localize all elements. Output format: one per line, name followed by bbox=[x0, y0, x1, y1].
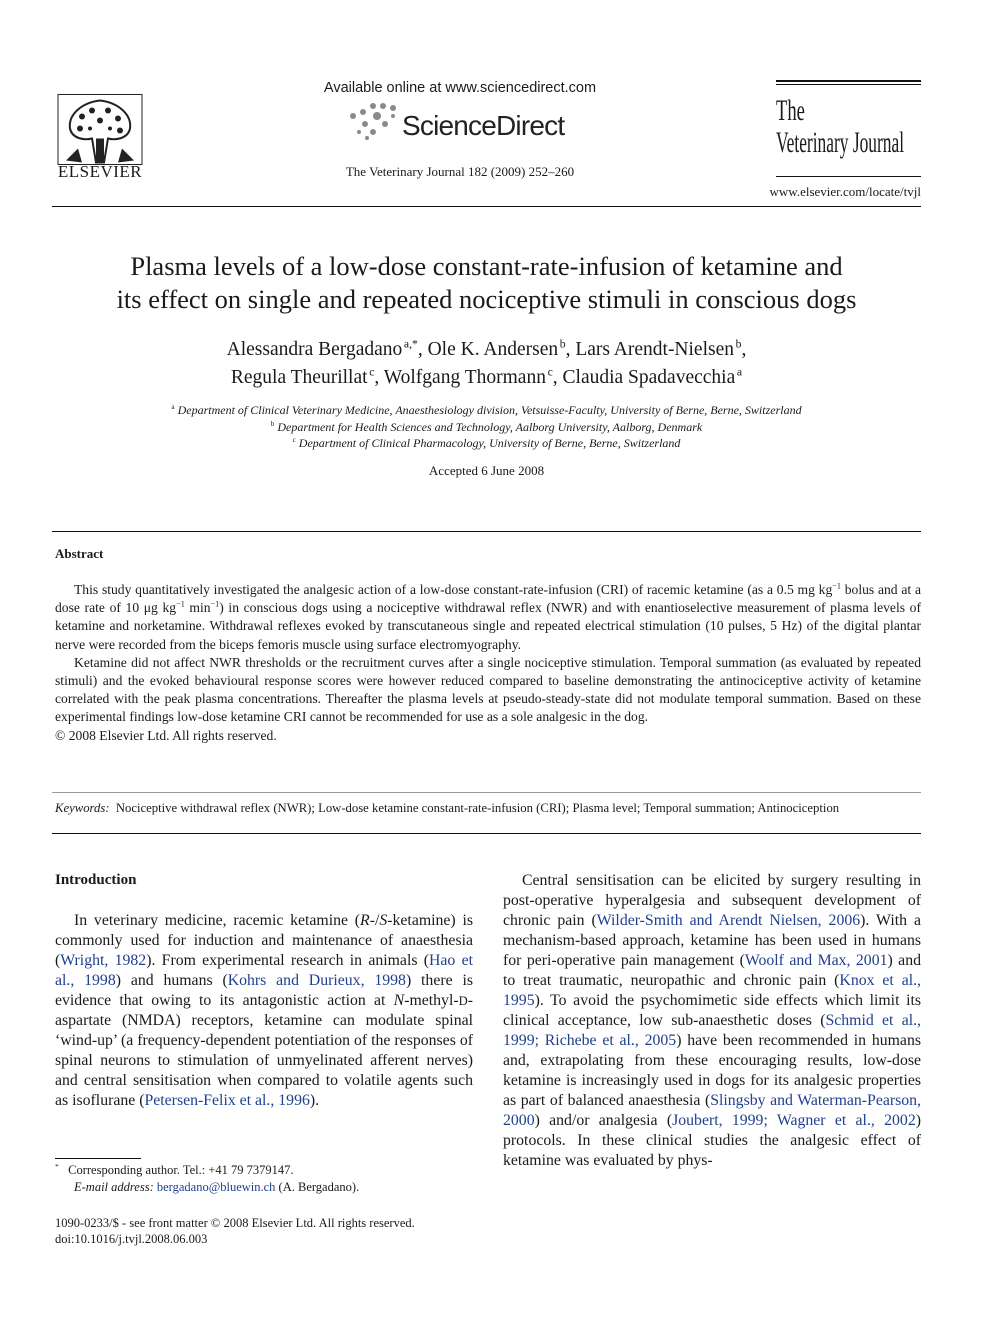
body-paragraph: In veterinary medicine, racemic ketamine (R-/S-ketamine) is commonly used for induction and maintenance of anaesthesia (Wright, 1982). From experimental research in animals (Hao et al., 1998) and humans (Kohrs and Durieux, 1998) there is evidence that owing to its antagonistic action at N-methyl-D-aspartate (NMDA) receptors, ketamine can modulate spinal ‘wind-up’ (a frequency-dependent potentiation of the responses of spinal neurons to stimulation of unmyelinated afferent nerves) and central sensitisation when compared to volatile agents such as isoflurane (Petersen-Felix et al., 1996). bbox=[55, 912, 474, 1109]
citation-link[interactable]: Slingsby and Waterman-Pearson, 2000 bbox=[503, 1092, 921, 1129]
copyright-notice: © 2008 Elsevier Ltd. All rights reserved. bbox=[55, 727, 277, 743]
journal-logo-name: Veterinary Journal bbox=[776, 126, 905, 159]
author-name: Ole K. Andersen bbox=[427, 339, 559, 360]
citation-link[interactable]: Woolf and Max, 2001 bbox=[744, 952, 888, 969]
author-name: Alessandra Bergadano bbox=[226, 339, 403, 360]
citation-link[interactable]: Wright, 1982 bbox=[60, 952, 147, 969]
author-affiliation-mark[interactable]: a,* bbox=[403, 337, 418, 351]
footnote-mark: * bbox=[55, 1161, 59, 1171]
author-affiliation-mark[interactable]: c bbox=[369, 365, 375, 379]
affiliation: $^b$ Department for Health Sciences and Technology, Aalborg University, Aalborg, Denmark bbox=[270, 419, 703, 434]
header-divider bbox=[52, 206, 921, 207]
body-paragraph: Central sensitisation can be elicited by surgery resulting in post-operative hyperalgesia and subsequent development of chronic pain (Wilder-Smith and Arendt Nielsen, 2006). With a mechanism-based approach, ketamine has been used in humans for peri-operative pain management (Woolf and Max, 2001) and to treat traumatic, neuropathic and chronic pain (Knox et al., 1995). To avoid the psychomimetic side effects which limit its clinical acceptance, low sub-anaesthetic doses (Schmid et al., 1999; Richebe et al., 2005) have been recommended in humans and, extrapolating from these encouraging results, low-dose ketamine is increasingly used in dogs for its analgesic properties as part of balanced anaesthesia (Slingsby and Waterman-Pearson, 2000) and/or analgesia (Joubert, 1999; Wagner et al., 2002) protocols. In these clinical studies the analgesic effect of ketamine was evaluated by phys- bbox=[503, 872, 921, 1169]
keywords-list: Nociceptive withdrawal reflex (NWR); Low-dose ketamine constant-rate-infusion (CRI); Plasma level; Temporal summation; Antinociception bbox=[115, 801, 840, 815]
footnote-divider bbox=[55, 1158, 141, 1159]
article-title bbox=[52, 250, 921, 316]
title-line: its effect on single and repeated nociceptive stimuli in conscious dogs bbox=[116, 284, 857, 314]
author-affiliation-mark[interactable]: a bbox=[736, 365, 743, 379]
author-list: Alessandra Bergadano $^{a,*}$, Ole K. Andersen $^b$, Lars Arendt-Nielsen $^b$, Regula Theurillat $^c$, Wolfgang Thormann $^c$, Claudia Spadavecchia $^a$ bbox=[226, 337, 747, 388]
affiliation: $^c$ Department of Clinical Pharmacology, University of Berne, Berne, Switzerland bbox=[292, 436, 681, 450]
affiliation: $^a$ Department of Clinical Veterinary Medicine, Anaesthesiology division, Vetsuisse-Faculty, University of Berne, Berne, Switzerland bbox=[171, 403, 802, 417]
accepted-date: Accepted 6 June 2008 bbox=[428, 463, 545, 478]
abstract-divider-top bbox=[52, 531, 921, 532]
introduction-heading: Introduction bbox=[55, 872, 137, 888]
abstract-heading: Abstract bbox=[55, 546, 104, 561]
email-link[interactable]: bergadano@bluewin.ch bbox=[156, 1180, 276, 1194]
journal-logo-rule bbox=[776, 80, 921, 82]
journal-url-link[interactable]: www.elsevier.com/locate/tvjl bbox=[769, 184, 921, 199]
keywords bbox=[55, 801, 921, 816]
abstract-body bbox=[55, 581, 921, 745]
citation-link[interactable]: Schmid et al., 1999; Richebe et al., 2005 bbox=[503, 1012, 921, 1049]
author-affiliation-mark[interactable]: b bbox=[559, 337, 566, 351]
author-name: Wolfgang Thormann bbox=[383, 367, 546, 388]
abstract-paragraph: This study quantitatively investigated the analgesic action of a low-dose constant-rate-infusion (CRI) of racemic ketamine (as a 0.5 mg $kg^{-1}$ bolus and at a dose rate of 10 μg $kg^{-1}$ $\min^{-1}$) in conscious dogs using a nociceptive withdrawal reflex (NWR) and with enantioselective measurement of plasma levels of ketamine and norketamine. Withdrawal reflexes evoked by transcutaneous single and repeated electrical stimulation (10 pulses, 5 Hz) of the digital plantar nerve were recorded from the biceps femoris muscle using surface electromyography. bbox=[55, 581, 921, 652]
sciencedirect-wordmark: ScienceDirect bbox=[402, 110, 565, 141]
body-column-left bbox=[55, 911, 473, 1111]
journal-citation: The Veterinary Journal 182 (2009) 252–260 bbox=[345, 164, 575, 179]
journal-logo-the: The bbox=[776, 94, 805, 127]
title-line: Plasma levels of a low-dose constant-rate-infusion of ketamine and bbox=[130, 251, 843, 281]
body-column-right bbox=[503, 871, 921, 1171]
author-affiliation-mark[interactable]: b bbox=[735, 337, 742, 351]
available-online-text: Available online at www.sciencedirect.com bbox=[323, 80, 597, 96]
citation-link[interactable]: Hao et al., 1998 bbox=[55, 952, 474, 989]
front-matter bbox=[55, 1215, 495, 1247]
corresponding-author: Corresponding author. Tel.: +41 79 7379147. bbox=[68, 1163, 294, 1177]
keywords-label: Keywords: bbox=[55, 801, 110, 815]
sciencedirect-dots-icon bbox=[343, 102, 403, 142]
doi-line: doi:10.1016/j.tvjl.2008.06.003 bbox=[55, 1232, 208, 1246]
citation-link[interactable]: Wilder-Smith and Arendt Nielsen, 2006 bbox=[596, 912, 861, 929]
affiliation-list bbox=[52, 402, 921, 452]
abstract-divider-bottom bbox=[52, 833, 921, 834]
journal-logo-rule bbox=[776, 84, 921, 85]
email-label: E-mail address: bbox=[74, 1180, 154, 1194]
author-name: Claudia Spadavecchia bbox=[562, 367, 736, 388]
citation-link[interactable]: Knox et al., 1995 bbox=[503, 972, 921, 1009]
author-affiliation-mark[interactable]: c bbox=[547, 365, 553, 379]
footnote: * Corresponding author. Tel.: +41 79 7379147. E-mail address: bergadano@bluewin.ch (A. Bergadano). bbox=[55, 1161, 360, 1194]
issn-line: 1090-0233/$ - see front matter © 2008 Elsevier Ltd. All rights reserved. bbox=[55, 1216, 415, 1230]
citation-link[interactable]: Petersen-Felix et al., 1996 bbox=[144, 1092, 310, 1109]
abstract-paragraph: Ketamine did not affect NWR thresholds or the recruitment curves after a single nociceptive stimulation. Temporal summation (as evaluated by repeated stimuli) and the evoked behavioural response scores were however reduced compared to baseline demonstrating the antinociceptive activity of ketamine correlated with the peak plasma concentrations. Thereafter the plasma levels at pseudo-steady-state did not modulate temporal summation. Based on these experimental findings low-dose ketamine CRI cannot be recommended for use as a sole analgesic in the dog. bbox=[55, 654, 921, 725]
citation-link[interactable]: Joubert, 1999; Wagner et al., 2002 bbox=[672, 1112, 916, 1129]
citation-link[interactable]: Kohrs and Durieux, 1998 bbox=[227, 972, 406, 989]
journal-logo-rule bbox=[776, 176, 921, 177]
elsevier-wordmark: ELSEVIER bbox=[57, 162, 143, 181]
author-name: Lars Arendt-Nielsen bbox=[575, 339, 735, 360]
keywords-divider bbox=[52, 792, 921, 793]
author-name: Regula Theurillat bbox=[230, 367, 368, 388]
